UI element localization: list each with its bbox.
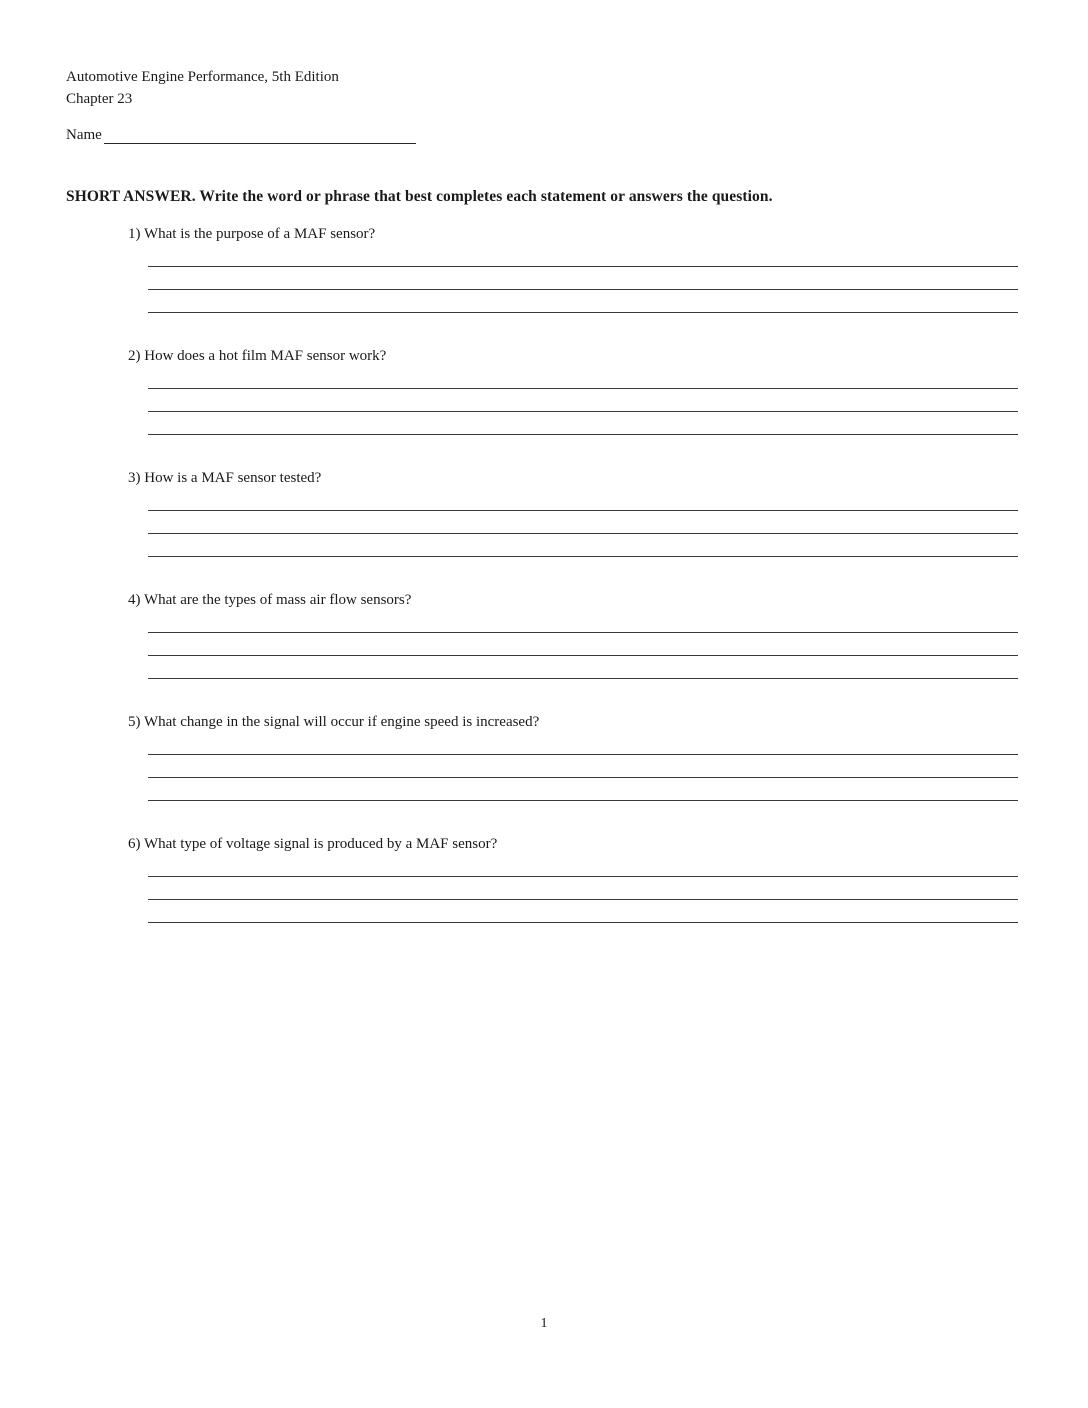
question-number: 4): [128, 592, 141, 608]
answer-blank-line: [148, 877, 1018, 900]
question-block-2: [66, 346, 1018, 435]
answer-blank-line: [148, 755, 1018, 778]
question-text: [66, 468, 1018, 488]
question-number: 1): [128, 226, 141, 242]
question-text: [66, 712, 1018, 732]
question-text: [66, 346, 1018, 366]
answer-blank-line: [148, 366, 1018, 389]
question-block-6: [66, 834, 1018, 923]
question-body: What type of voltage signal is produced by a MAF sensor?: [143, 836, 498, 852]
section-instructions: SHORT ANSWER. Write the word or phrase that best completes each statement or answers the question.: [66, 188, 773, 205]
question-number: 5): [128, 714, 141, 730]
answer-blank-line: [148, 244, 1018, 267]
answer-blank-line: [148, 389, 1018, 412]
answer-blank-line: [148, 534, 1018, 557]
answer-lines: [66, 610, 1018, 679]
answer-blank-line: [148, 488, 1018, 511]
answer-blank-line: [148, 778, 1018, 801]
answer-blank-line: [148, 854, 1018, 877]
name-field-row: [66, 126, 1018, 144]
answer-blank-line: [148, 412, 1018, 435]
question-number: 2): [128, 348, 141, 364]
answer-lines: [66, 854, 1018, 923]
questions-list: [66, 224, 1018, 923]
answer-lines: [66, 488, 1018, 557]
answer-blank-line: [148, 610, 1018, 633]
question-number: 6): [128, 836, 141, 852]
answer-blank-line: [148, 511, 1018, 534]
document-header: [66, 66, 1018, 110]
question-block-3: [66, 468, 1018, 557]
question-block-1: [66, 224, 1018, 313]
answer-lines: [66, 244, 1018, 313]
question-text: [66, 834, 1018, 854]
name-blank-line: [104, 126, 416, 144]
question-block-5: [66, 712, 1018, 801]
document-chapter: Chapter 23: [66, 91, 133, 107]
question-number: 3): [128, 470, 141, 486]
answer-lines: [66, 732, 1018, 801]
question-text: [66, 590, 1018, 610]
answer-blank-line: [148, 732, 1018, 755]
answer-lines: [66, 366, 1018, 435]
name-label: Name: [66, 127, 102, 143]
page-number: 1: [540, 1316, 548, 1331]
document-title: Automotive Engine Performance, 5th Edition: [66, 69, 339, 85]
question-body: How does a hot film MAF sensor work?: [144, 348, 387, 364]
answer-blank-line: [148, 633, 1018, 656]
answer-blank-line: [148, 267, 1018, 290]
question-body: What are the types of mass air flow sensors?: [143, 592, 412, 608]
answer-blank-line: [148, 290, 1018, 313]
question-block-4: [66, 590, 1018, 679]
question-body: What change in the signal will occur if engine speed is increased?: [143, 714, 540, 730]
answer-blank-line: [148, 900, 1018, 923]
question-body: What is the purpose of a MAF sensor?: [143, 226, 376, 242]
answer-blank-line: [148, 656, 1018, 679]
question-body: How is a MAF sensor tested?: [144, 470, 322, 486]
question-text: [66, 224, 1018, 244]
